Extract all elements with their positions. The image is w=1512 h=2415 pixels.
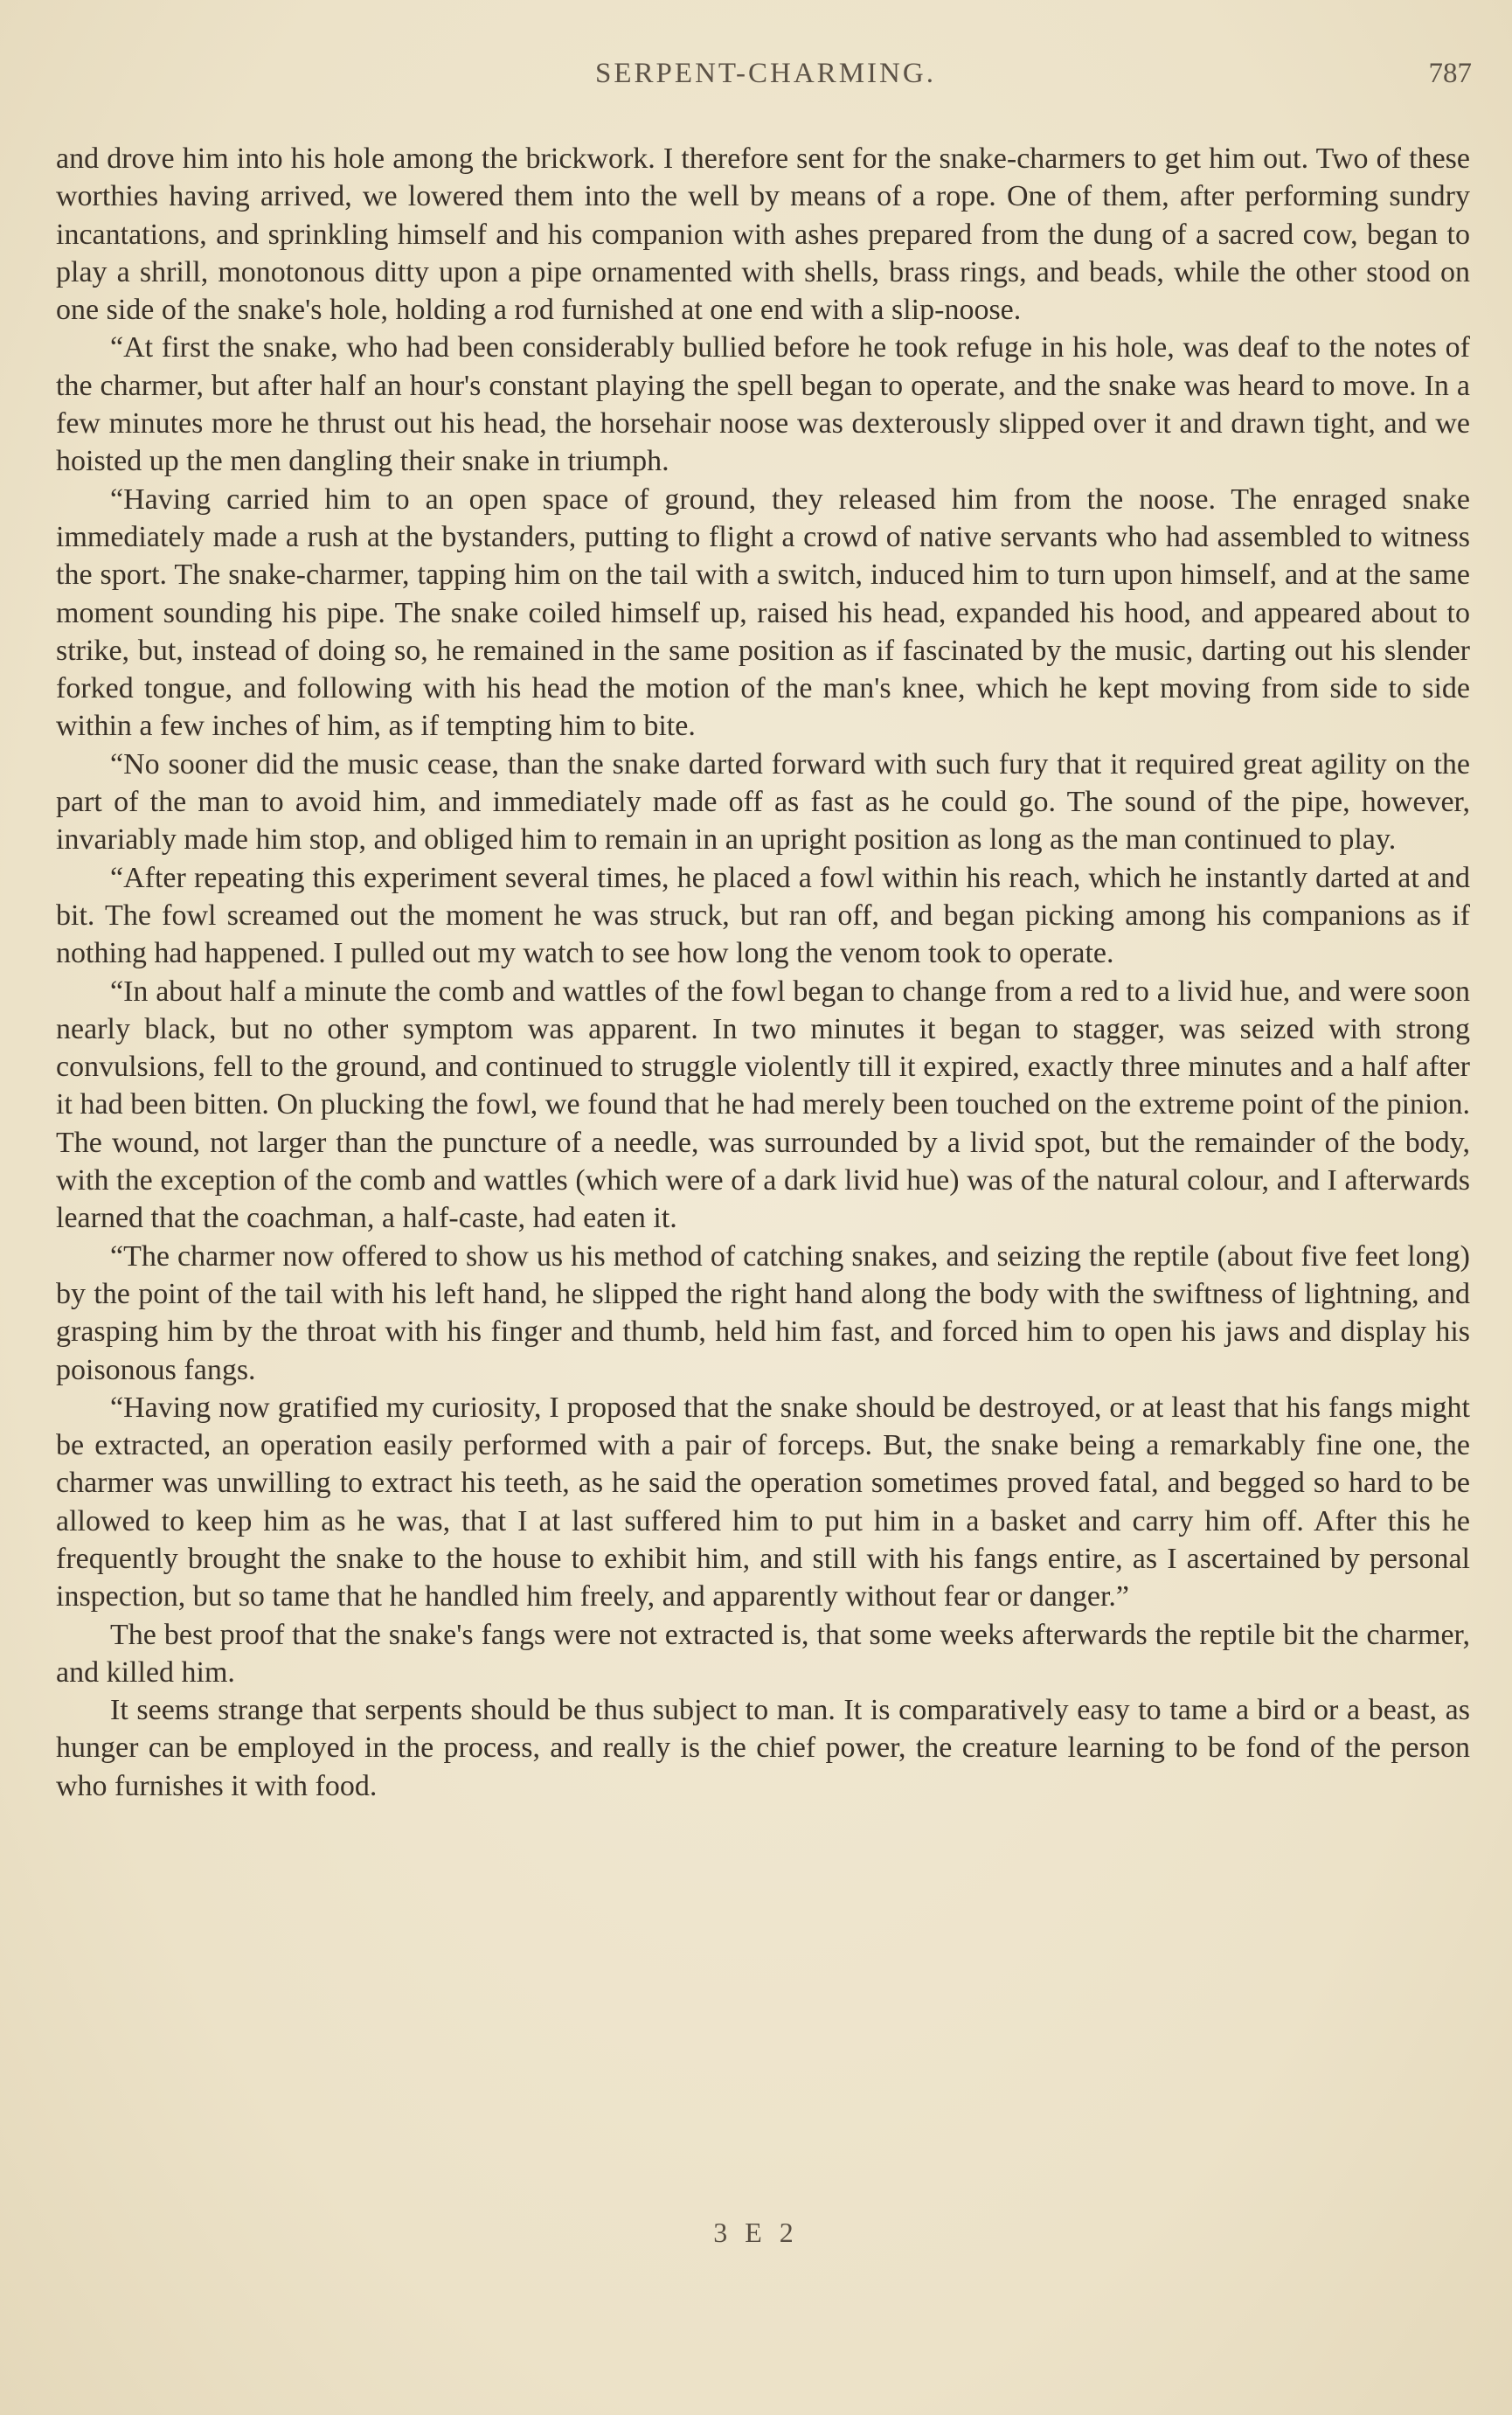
running-title: SERPENT-CHARMING. (595, 58, 936, 89)
body-text (56, 140, 1470, 1805)
paragraph: “After repeating this experiment several times, he placed a fowl within his reach, which he instantly darted at and bit. The fowl screamed out the moment he was struck, but ran off, and began picking among his companions as if nothing had happened. I pulled out my watch to see how long the venom took to operate. (56, 861, 1470, 970)
paragraph: “The charmer now offered to show us his method of catching snakes, and seizing the reptile (about five feet long) by the point of the tail with his left hand, he slipped the right hand along the body with the swiftness of lightning, and grasping him by the throat with his finger and thumb, held him fast, and forced him to open his jaws and display his poisonous fangs. (56, 1239, 1470, 1386)
paragraph: “In about half a minute the comb and wattles of the fowl began to change from a red to a livid hue, and were soon nearly black, but no other symptom was apparent. In two minutes it began to stagger, was seized with strong convulsions, fell to the ground, and continued to struggle violently till it expired, exactly three minutes and a half after it had been bitten. On plucking the fowl, we found that he had merely been touched on the extreme point of the pinion. The wound, not larger than the puncture of a needle, was surrounded by a livid spot, but the remainder of the body, with the exception of the comb and wattles (which were of a dark livid hue) was of the natural colour, and I afterwards learned that the coachman, a half-caste, had eaten it. (56, 975, 1470, 1235)
paragraph: “No sooner did the music cease, than the snake darted forward with such fury that it required great agility on the part of the man to avoid him, and immediately made off as fast as he could go. The sound of the pipe, however, invariably made him stop, and obliged him to remain in an upright position as long as the man continued to play. (56, 747, 1470, 857)
page-header (59, 58, 1472, 101)
paragraph: The best proof that the snake's fangs were not extracted is, that some weeks afterwards the reptile bit the charmer, and killed him. (56, 1618, 1470, 1689)
paragraph: It seems strange that serpents should be thus subject to man. It is comparatively easy to tame a bird or a beast, as hunger can be employed in the process, and really is the chief power, the creature learning to be fond of the person who furnishes it with food. (56, 1694, 1470, 1802)
page-number: 787 (1428, 58, 1472, 89)
paragraph: and drove him into his hole among the brickwork. I therefore sent for the snake-charmers to get him out. Two of these worthies having arrived, we lowered them into the well by means of a rope. One of them, after performing sundry incantations, and sprinkling himself and his companion with ashes prepared from the dung of a sacred cow, began to play a shrill, monotonous ditty upon a pipe ornamented with shells, brass rings, and beads, while the other stood on one side of the snake's hole, holding a rod furnished at one end with a slip-noose. (56, 142, 1470, 327)
signature-mark: 3 E 2 (713, 2217, 799, 2248)
paragraph: “Having carried him to an open space of ground, they released him from the noose. The enraged snake immediately made a rush at the bystanders, putting to flight a crowd of native servants who had assembled to witness the sport. The snake-charmer, tapping him on the tail with a switch, induced him to turn upon himself, and at the same moment sounding his pipe. The snake coiled himself up, raised his head, expanded his hood, and appeared about to strike, but, instead of doing so, he remained in the same position as if fascinated by the music, darting out his slender forked tongue, and following with his head the motion of the man's knee, which he kept moving from side to side within a few inches of him, as if tempting him to bite. (56, 482, 1470, 743)
paragraph: “At first the snake, who had been considerably bullied before he took refuge in his hole, was deaf to the notes of the charmer, but after half an hour's constant playing the spell began to operate, and the snake was heard to move. In a few minutes more he thrust out his head, the horsehair noose was dexterously slipped over it and drawn tight, and we hoisted up the men dangling their snake in triumph. (56, 331, 1470, 478)
paragraph: “Having now gratified my curiosity, I proposed that the snake should be destroyed, or at least that his fangs might be extracted, an operation easily performed with a pair of forceps. But, the snake being a remarkably fine one, the charmer was unwilling to extract his teeth, as he said the operation sometimes proved fatal, and begged so hard to be allowed to keep him as he was, that I at last suffered him to put him in a basket and carry him off. After this he frequently brought the snake to the house to exhibit him, and still with his fangs entire, as I ascertained by personal inspection, but so tame that he handled him freely, and apparently without fear or danger.” (56, 1391, 1470, 1613)
